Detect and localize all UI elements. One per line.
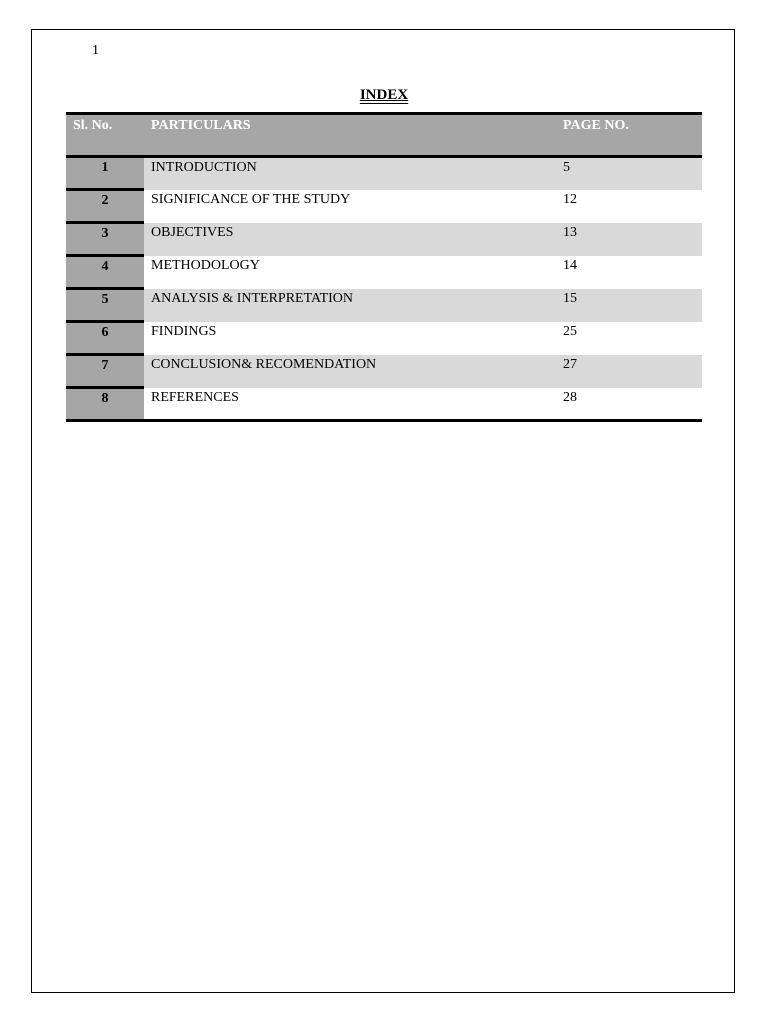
row-page-no: 14 [563, 257, 577, 273]
row-page-no: 15 [556, 289, 702, 322]
table-row [66, 388, 702, 421]
table-row [66, 355, 702, 388]
table-row [66, 157, 702, 190]
table-row [66, 322, 702, 355]
row-sl-no: 6 [66, 322, 144, 355]
row-particular: OBJECTIVES [144, 223, 556, 256]
row-page-no: 28 [556, 388, 702, 421]
table-row [66, 289, 702, 322]
page-number: 1 [92, 43, 99, 58]
row-page-no: 25 [563, 323, 577, 339]
index-title [0, 87, 768, 104]
row-sl-no: 3 [66, 223, 144, 256]
row-sl-no: 2 [66, 190, 144, 223]
row-particular: INTRODUCTION [144, 157, 556, 190]
header-sl-no: Sl. No. [66, 114, 144, 157]
row-particular: CONCLUSION& RECOMENDATION [144, 355, 556, 388]
row-sl-no: 1 [66, 157, 144, 190]
index-title-text: INDEX [359, 87, 409, 103]
table-row [66, 223, 702, 256]
row-sl-no: 8 [66, 388, 144, 421]
row-sl-no: 7 [66, 355, 144, 388]
table-row [66, 256, 702, 289]
row-sl-no: 4 [66, 256, 144, 289]
row-particular: SIGNIFICANCE OF THE STUDY [151, 191, 351, 207]
row-particular: REFERENCES [144, 388, 556, 421]
row-sl-no: 5 [66, 289, 144, 322]
row-particular: ANALYSIS & INTERPRETATION [144, 289, 556, 322]
header-particulars: PARTICULARS [144, 114, 556, 157]
header-page-no: PAGE NO. [556, 114, 702, 157]
index-table [66, 112, 702, 422]
row-page-no: 12 [563, 191, 577, 207]
row-particular: FINDINGS [151, 323, 217, 339]
row-particular: METHODOLOGY [151, 257, 260, 273]
table-header-row [66, 114, 702, 157]
row-page-no: 13 [556, 223, 702, 256]
table-row [66, 190, 702, 223]
row-page-no: 5 [556, 157, 702, 190]
row-page-no: 27 [556, 355, 702, 388]
